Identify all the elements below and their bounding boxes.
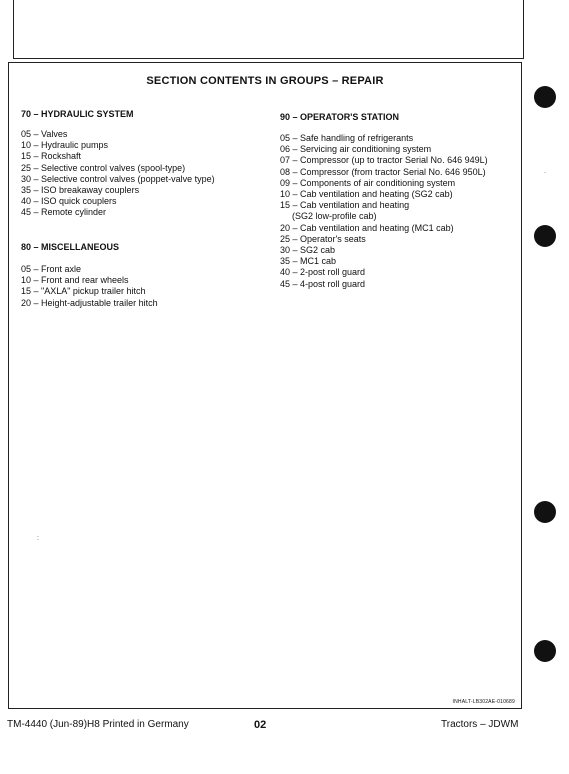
group-heading-miscellaneous: 80 – MISCELLANEOUS (21, 242, 120, 252)
list-item: 30 – Selective control valves (poppet-valve type) (21, 173, 215, 184)
list-item: 06 – Servicing air conditioning system (280, 144, 432, 155)
punch-hole (534, 640, 556, 662)
list-item: 25 – Operator's seats (280, 233, 366, 244)
list-item: 40 – ISO quick couplers (21, 196, 117, 207)
list-item: 08 – Compressor (from tractor Serial No. 646 950L) (280, 166, 486, 177)
hydraulic-list (21, 129, 215, 219)
contents-box (8, 62, 522, 709)
list-item: 20 – Height-adjustable trailer hitch (21, 297, 158, 308)
miscellaneous-list (21, 264, 158, 309)
list-item: 20 – Cab ventilation and heating (MC1 cab) (280, 222, 454, 233)
list-item: 05 – Safe handling of refrigerants (280, 133, 414, 143)
punch-hole (534, 86, 556, 108)
group-heading-operators-station: 90 – OPERATOR'S STATION (280, 112, 399, 122)
list-item: 05 – Front axle (21, 264, 82, 274)
list-item: 35 – ISO breakaway couplers (21, 185, 140, 196)
group-heading-hydraulic: 70 – HYDRAULIC SYSTEM (21, 109, 134, 119)
footer-doc-info: TM-4440 (Jun-89)H8 Printed in Germany (7, 719, 189, 730)
box-code: INHALT-LB302AE-010689 (452, 699, 515, 705)
list-item: 30 – SG2 cab (280, 245, 336, 256)
list-item: 25 – Selective control valves (spool-type) (21, 162, 186, 173)
footer-title: Tractors – JDWM (441, 719, 519, 730)
header-frame (13, 0, 524, 59)
page-number: 02 (254, 719, 267, 731)
punch-hole (534, 225, 556, 247)
list-item: 15 – Rockshaft (21, 151, 82, 162)
scan-speck: : (37, 535, 39, 542)
operators-station-list (280, 133, 488, 290)
list-item: 15 – "AXLA" pickup trailer hitch (21, 286, 146, 297)
list-item: 07 – Compressor (up to tractor Serial No. 646 949L) (280, 155, 488, 166)
punch-hole (534, 501, 556, 523)
section-title: SECTION CONTENTS IN GROUPS – REPAIR (146, 75, 384, 87)
list-item: 05 – Valves (21, 129, 68, 139)
list-item: 15 – Cab ventilation and heating (280, 200, 410, 211)
list-item: 45 – Remote cylinder (21, 207, 107, 218)
list-item: 35 – MC1 cab (280, 256, 337, 267)
list-item-continuation: (SG2 low-profile cab) (292, 211, 377, 222)
scan-speck: . (544, 168, 546, 175)
list-item: 10 – Front and rear wheels (21, 275, 129, 286)
list-item: 45 – 4-post roll guard (280, 278, 366, 289)
list-item: 09 – Components of air conditioning system (280, 177, 456, 188)
list-item: 40 – 2-post roll guard (280, 267, 366, 278)
list-item: 10 – Cab ventilation and heating (SG2 cab) (280, 189, 453, 200)
list-item: 10 – Hydraulic pumps (21, 140, 109, 151)
